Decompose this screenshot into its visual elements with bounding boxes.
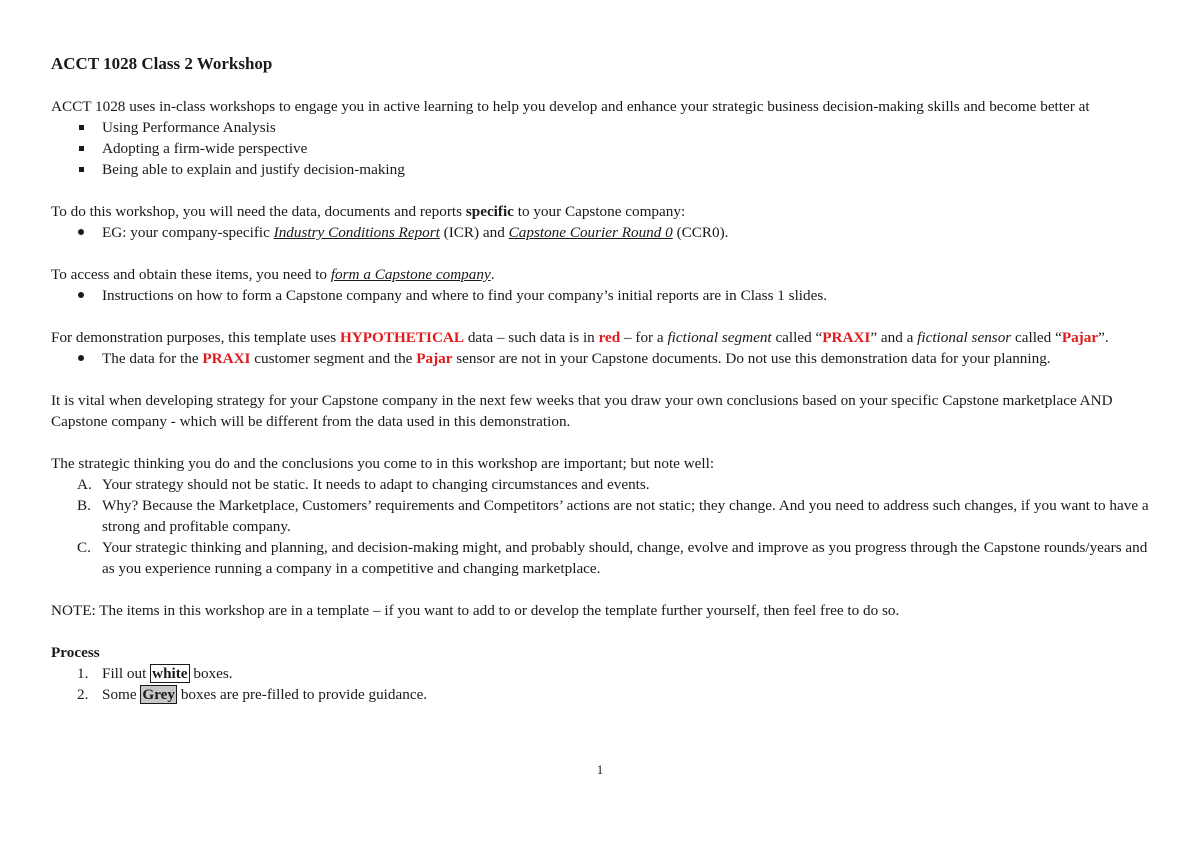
process-heading: Process <box>51 644 100 661</box>
strategic-item-b: B. Why? Because the Marketplace, Customers’ requirements and Competitors’ actions are not static; they change. And you need to address such changes, if you want to have a strong and profitable company. <box>77 497 1149 535</box>
vital-paragraph: It is vital when developing strategy for your Capstone company in the next few weeks that you draw your own conclusions based on your specific Capstone marketplace AND Capstone company - which will be different from the data used in this demonstration. <box>51 392 1113 430</box>
page-number: 1 <box>596 762 604 777</box>
document-page <box>51 54 1161 705</box>
form-company-link[interactable]: form a Capstone company <box>330 266 491 283</box>
demo-bullet-list <box>51 348 1161 369</box>
document-title: ACCT 1028 Class 2 Workshop <box>51 54 273 73</box>
strategic-list <box>51 474 1161 579</box>
intro-bullet-1: Using Performance Analysis <box>51 117 1161 138</box>
instructions-bullet: Instructions on how to form a Capstone company and where to find your company’s initial reports are in Class 1 slides. <box>51 285 1161 306</box>
icr-link[interactable]: Industry Conditions Report <box>273 224 440 241</box>
demo-bullet: The data for the PRAXI customer segment and the Pajar sensor are not in your Capstone documents. Do not use this demonstration data for your planning. <box>51 348 1161 369</box>
intro-bullet-3: Being able to explain and justify decision-making <box>51 159 1161 180</box>
grey-box-sample: Grey <box>142 686 176 703</box>
white-box-sample: white <box>152 665 188 682</box>
demo-paragraph: For demonstration purposes, this template uses HYPOTHETICAL data – such data is in red – for a fictional segment called “PRAXI” and a fictional sensor called “Pajar”. <box>51 329 1109 346</box>
intro-bullet-list <box>51 117 1161 180</box>
intro-bullet-2: Adopting a firm-wide perspective <box>51 138 1161 159</box>
process-list <box>51 663 1161 705</box>
strategic-item-c: C. Your strategic thinking and planning, and decision-making might, and probably should, change, evolve and improve as you progress through the Capstone rounds/years and as you experience running a company in a competitive and changing marketplace. <box>77 539 1148 577</box>
eg-bullet: EG: your company-specific Industry Conditions Report (ICR) and Capstone Courier Round 0 (CCR0). <box>51 222 1161 243</box>
intro-paragraph: ACCT 1028 uses in-class workshops to engage you in active learning to help you develop and enhance your strategic business decision-making skills and become better at <box>51 98 1090 115</box>
strategic-paragraph: The strategic thinking you do and the conclusions you come to in this workshop are important; but note well: <box>51 455 715 472</box>
process-item-2: 2. Some Grey boxes are pre-filled to provide guidance. <box>77 686 428 703</box>
data-paragraph: To do this workshop, you will need the data, documents and reports specific to your Capstone company: <box>51 203 686 220</box>
access-paragraph: To access and obtain these items, you need to form a Capstone company. <box>51 266 495 283</box>
process-item-1: 1. Fill out white boxes. <box>77 665 233 682</box>
ccr-link[interactable]: Capstone Courier Round 0 <box>508 224 673 241</box>
strategic-item-a: A. Your strategy should not be static. It needs to adapt to changing circumstances and events. <box>77 476 650 493</box>
instructions-bullet-list <box>51 285 1161 306</box>
eg-bullet-list <box>51 222 1161 243</box>
note-paragraph: NOTE: The items in this workshop are in a template – if you want to add to or develop the template further yourself, then feel free to do so. <box>51 602 900 619</box>
